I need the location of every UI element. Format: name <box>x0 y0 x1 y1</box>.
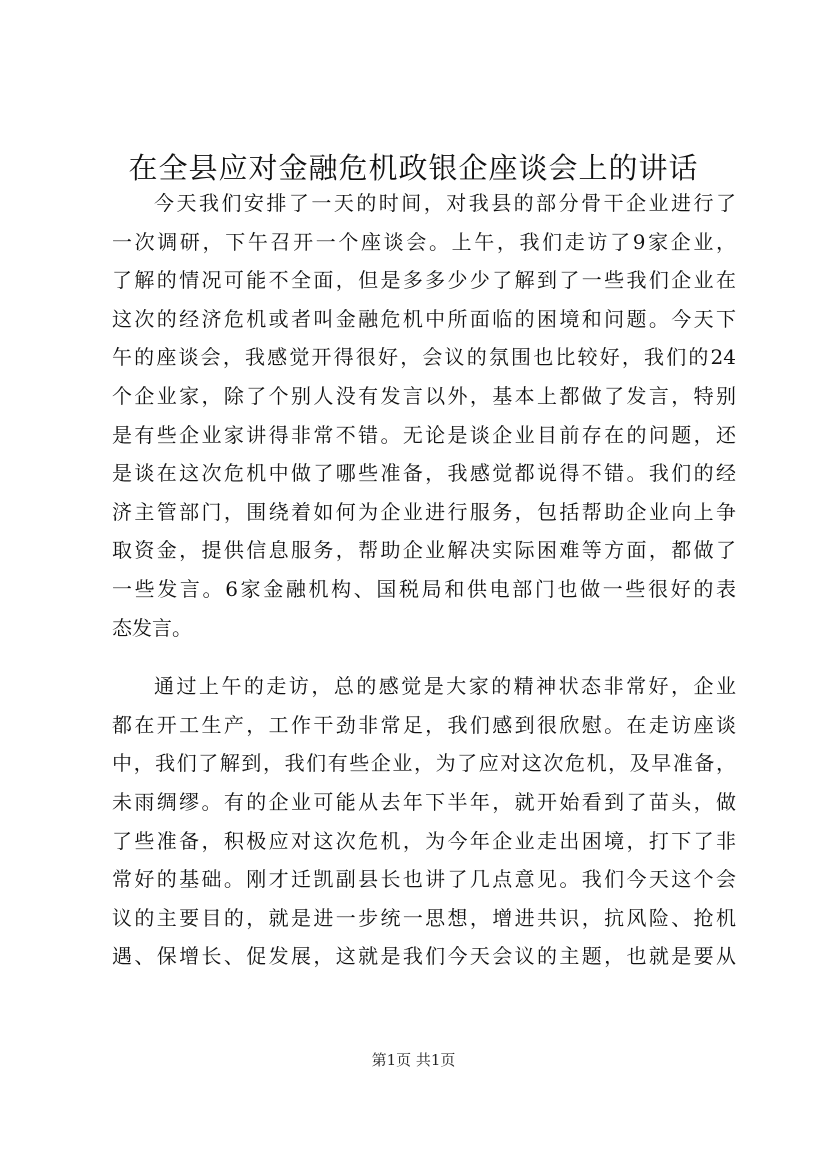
document-body <box>112 184 736 976</box>
text-line: 今天我们安排了一天的时间，对我县的部分骨干企业进行了 <box>154 191 736 215</box>
text-line: 济主管部门，围绕着如何为企业进行服务，包括帮助企业向上争 <box>112 499 736 524</box>
paragraph <box>112 184 736 647</box>
text-line: 议的主要目的，就是进一步统一思想，增进共识，抗风险、抢机 <box>112 905 736 930</box>
text-line: 了解的情况可能不全面，但是多多少少了解到了一些我们企业在 <box>112 268 736 293</box>
text-line: 了些准备，积极应对这次危机，为今年企业走出困境，打下了非 <box>112 828 736 853</box>
text-line: 一些发言。6家金融机构、国税局和供电部门也做一些很好的表 <box>112 576 736 601</box>
text-line: 常好的基础。刚才迁凯副县长也讲了几点意见。我们今天这个会 <box>112 867 736 892</box>
paragraph-gap <box>112 647 736 667</box>
text-line: 中，我们了解到，我们有些企业，为了应对这次危机，及早准备， <box>112 751 736 776</box>
page-footer: 第1页 共1页 <box>371 1051 456 1069</box>
text-line: 遇、保增长、促发展，这就是我们今天会议的主题，也就是要从 <box>112 944 736 969</box>
text-line: 一次调研，下午召开一个座谈会。上午，我们走访了9家企业， <box>112 229 736 254</box>
text-line: 是有些企业家讲得非常不错。无论是谈企业目前存在的问题，还 <box>112 422 736 447</box>
text-line: 午的座谈会，我感觉开得很好，会议的氛围也比较好，我们的24 <box>112 345 736 370</box>
text-line: 个企业家，除了个别人没有发言以外，基本上都做了发言，特别 <box>112 383 736 408</box>
text-line: 未雨绸缪。有的企业可能从去年下半年，就开始看到了苗头，做 <box>112 789 736 814</box>
text-line: 通过上午的走访，总的感觉是大家的精神状态非常好，企业 <box>154 674 736 699</box>
paragraph <box>112 667 736 976</box>
text-line: 态发言。 <box>112 615 192 640</box>
text-line: 这次的经济危机或者叫金融危机中所面临的困境和问题。今天下 <box>112 306 736 331</box>
text-line: 是谈在这次危机中做了哪些准备，我感觉都说得不错。我们的经 <box>112 461 736 486</box>
text-line: 取资金，提供信息服务，帮助企业解决实际困难等方面，都做了 <box>112 538 736 563</box>
document-title: 在全县应对金融危机政银企座谈会上的讲话 <box>128 151 699 185</box>
text-line: 都在开工生产，工作干劲非常足，我们感到很欣慰。在走访座谈 <box>112 712 736 737</box>
